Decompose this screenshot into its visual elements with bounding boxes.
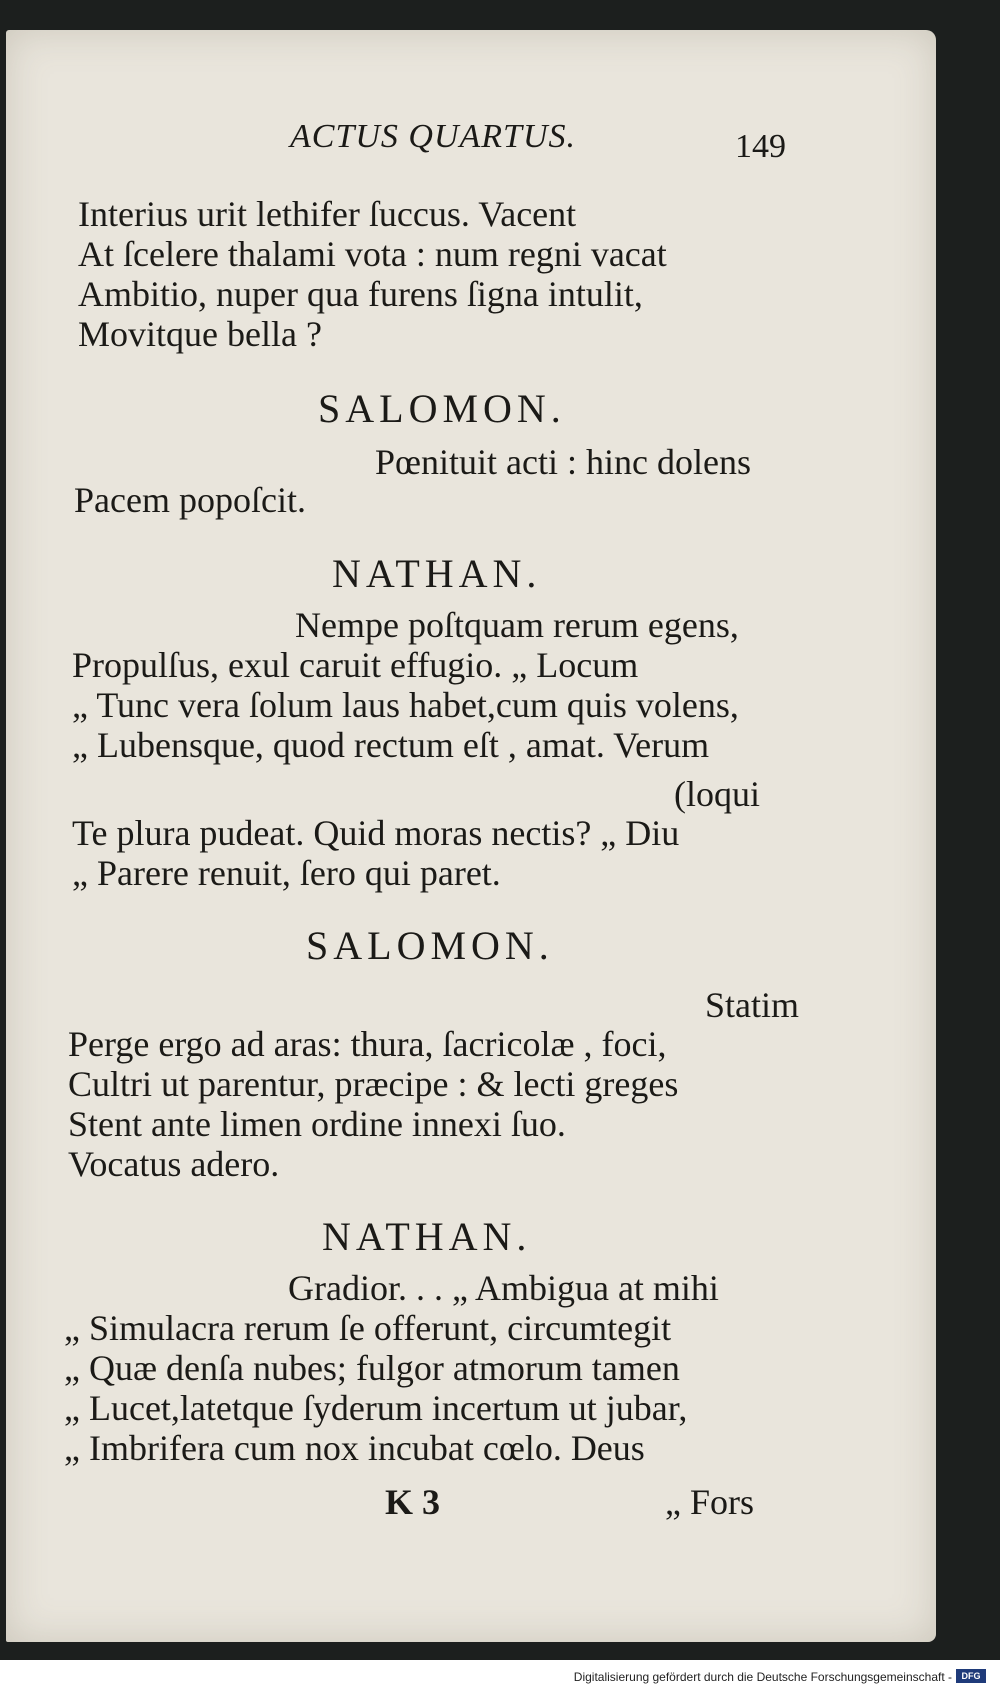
text-line: „ Quæ denſa nubes; fulgor atmorum tamen: [64, 1348, 680, 1388]
text-line: Propulſus, exul caruit effugio. „ Locum: [72, 645, 639, 685]
text-line: Interius urit lethifer ſuccus. Vacent: [78, 194, 577, 234]
text-line: Cultri ut parentur, præcipe : & lecti greges: [68, 1064, 679, 1104]
text-line: At ſcelere thalami vota : num regni vacat: [78, 234, 667, 274]
text-line: Pœnituit acti : hinc dolens: [375, 442, 751, 482]
text-line: Stent ante limen ordine innexi ſuo.: [68, 1104, 566, 1144]
text-line: „ Simulacra rerum ſe offerunt, circumtegit: [64, 1308, 672, 1348]
text-line: Perge ergo ad aras: thura, ſacricolæ , foci,: [68, 1024, 667, 1064]
text-line: „ Parere renuit, ſero qui paret.: [72, 853, 501, 893]
text-line: Vocatus adero.: [68, 1144, 280, 1184]
text-line: „ Lubensque, quod rectum eſt , amat. Verum: [72, 725, 710, 765]
text-line: Ambitio, nuper qua furens ſigna intulit,: [78, 274, 643, 314]
speaker-name: NATHAN.: [322, 1214, 532, 1259]
text-line: „ Imbrifera cum nox incubat cœlo. Deus: [64, 1428, 645, 1468]
speaker-name: NATHAN.: [332, 551, 542, 596]
text-line: „ Lucet,latetque ſyderum incertum ut jubar,: [64, 1388, 688, 1428]
dfg-logo: DFG: [956, 1669, 986, 1683]
text-line: (loqui: [674, 774, 760, 814]
signature-mark: K 3: [385, 1482, 441, 1522]
text-line: Nempe poſtquam rerum egens,: [295, 605, 739, 645]
catchword: „ Fors: [665, 1482, 754, 1522]
page-number: 149: [735, 128, 786, 165]
text-line: Pacem popoſcit.: [74, 480, 306, 520]
digitization-credit: Digitalisierung gefördert durch die Deutsche Forschungsgemeinschaft -: [573, 1670, 952, 1684]
text-line: „ Tunc vera ſolum laus habet,cum quis volens,: [72, 685, 739, 725]
text-line: Gradior. . . „ Ambigua at mihi: [288, 1268, 719, 1308]
text-line: Statim: [705, 985, 800, 1025]
running-head-title: ACTUS QUARTUS.: [290, 118, 577, 155]
speaker-name: SALOMON.: [306, 923, 554, 968]
speaker-name: SALOMON.: [318, 386, 566, 431]
text-line: Movitque bella ?: [78, 314, 322, 354]
text-line: Te plura pudeat. Quid moras nectis? „ Diu: [72, 813, 680, 853]
